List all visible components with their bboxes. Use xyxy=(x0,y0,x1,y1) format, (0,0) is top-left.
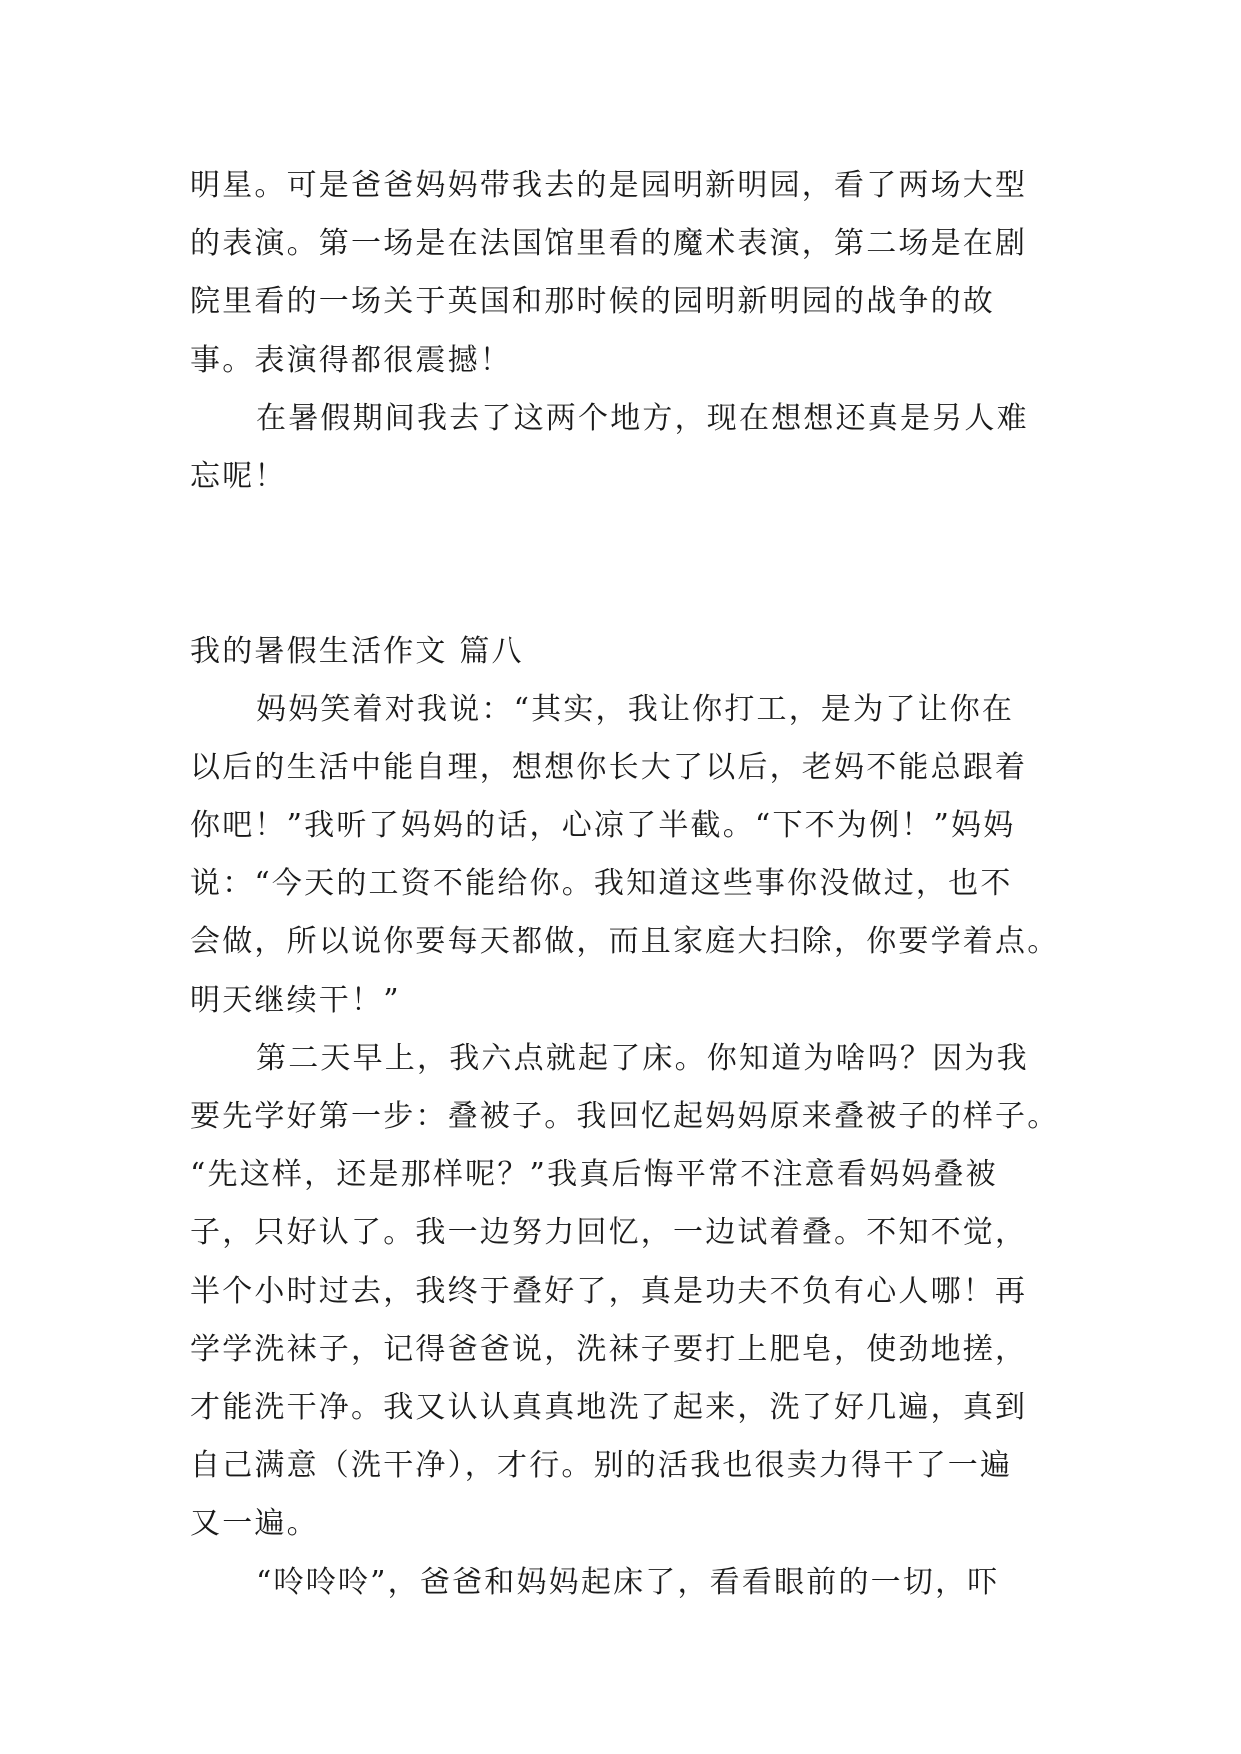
text-line: 你吧！”我听了妈妈的话，心凉了半截。“下不为例！”妈妈 xyxy=(190,808,1016,844)
section-heading: 我的暑假生活作文 篇八 xyxy=(190,633,524,669)
text-line: 第二天早上，我六点就起了床。你知道为啥吗？因为我 xyxy=(256,1040,1029,1076)
section-spacer xyxy=(190,506,1060,622)
paragraph-closing xyxy=(190,390,1060,506)
text-line: “先这样，还是那样呢？”我真后悔平常不注意看妈妈叠被 xyxy=(190,1157,998,1193)
text-line: 院里看的一场关于英国和那时候的园明新明园的战争的故 xyxy=(190,284,995,320)
paragraph-1 xyxy=(190,681,1060,1030)
text-line: 忘呢！ xyxy=(190,458,287,494)
text-line: 子，只好认了。我一边努力回忆，一边试着叠。不知不觉， xyxy=(190,1215,1028,1251)
text-line: 的表演。第一场是在法国馆里看的魔术表演，第二场是在剧 xyxy=(190,226,1028,262)
text-line: 说：“今天的工资不能给你。我知道这些事你没做过，也不 xyxy=(190,866,1013,902)
text-line: 明天继续干！” xyxy=(190,982,401,1018)
text-line: 才能洗干净。我又认认真真地洗了起来，洗了好几遍，真到 xyxy=(190,1389,1028,1425)
text-line: 明星。可是爸爸妈妈带我去的是园明新明园，看了两场大型 xyxy=(190,168,1028,203)
text-line: 会做，所以说你要每天都做，而且家庭大扫除，你要学着点。 xyxy=(190,924,1060,960)
text-line: 半个小时过去，我终于叠好了，真是功夫不负有心人哪！再 xyxy=(190,1273,1028,1309)
paragraph-3 xyxy=(190,1554,1060,1612)
text-line: 要先学好第一步：叠被子。我回忆起妈妈原来叠被子的样子。 xyxy=(190,1099,1060,1135)
text-line: 妈妈笑着对我说：“其实，我让你打工，是为了让你在 xyxy=(256,691,1015,727)
text-line: 自己满意（洗干净），才行。别的活我也很卖力得干了一遍 xyxy=(190,1448,1013,1484)
text-line: 学学洗袜子，记得爸爸说，洗袜子要打上肥皂，使劲地搓， xyxy=(190,1331,1028,1367)
document-body xyxy=(190,157,1060,1612)
text-line: 事。表演得都很震撼！ xyxy=(190,342,512,378)
paragraph-continuation xyxy=(190,157,1060,390)
text-line: 又一遍。 xyxy=(190,1506,319,1542)
text-line: 以后的生活中能自理，想想你长大了以后，老妈不能总跟着 xyxy=(190,749,1028,785)
paragraph-2 xyxy=(190,1030,1060,1554)
text-line: 在暑假期间我去了这两个地方，现在想想还真是另人难 xyxy=(256,400,1029,436)
text-line: “呤呤呤”，爸爸和妈妈起床了，看看眼前的一切，吓 xyxy=(256,1564,1000,1600)
